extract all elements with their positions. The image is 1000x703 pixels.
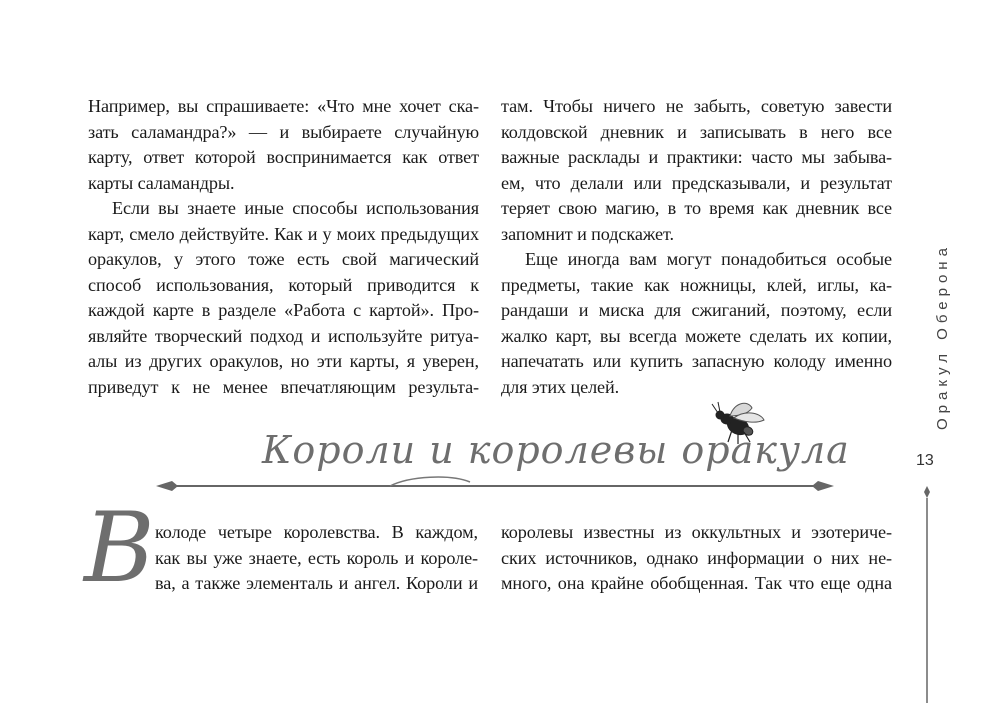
text-line: для этих целей.	[501, 376, 620, 397]
text-column-top-right	[501, 94, 892, 400]
text-line: ских источников, однако информации о них не-	[501, 547, 892, 568]
text-line: способ использования, который приводится к	[88, 274, 479, 295]
text-line: Например, вы спрашиваете: «Что мне хочет ска-	[88, 96, 479, 116]
text-line: предметы, такие как ножницы, клей, иглы, ка-	[501, 274, 892, 295]
text-line: королевы известны из оккультных и эзотериче-	[501, 522, 892, 542]
text-line: напечатать или купить запасную колоду именно	[501, 351, 892, 371]
divider-ornament-icon	[150, 476, 840, 496]
drop-cap: В	[84, 492, 155, 604]
text-column-bottom-left	[155, 520, 478, 597]
text-line: теряет свою магию, в то время как дневник все	[501, 198, 892, 218]
running-title: Оракул Оберона	[934, 243, 951, 430]
sidebar-rule	[920, 484, 934, 703]
text-line: ем, что делали или предсказывали, и результат	[501, 172, 892, 193]
text-line: карт, смело действуйте. Как и у моих предыдущих	[88, 223, 479, 244]
text-line: важные расклады и практики: часто мы забыва-	[501, 147, 892, 167]
text-column-bottom-right	[501, 520, 892, 597]
text-line: колдовской дневник и записывать в него все	[501, 121, 892, 142]
text-line: как вы уже знаете, есть король и короле-	[155, 547, 478, 568]
text-column-top-left	[88, 94, 479, 400]
text-line: рандаши и миска для сжиганий, поэтому, если	[501, 300, 892, 320]
text-line: ва, а также элементаль и ангел. Короли и	[155, 573, 478, 593]
text-line: являйте творческий подход и используйте ритуа-	[88, 325, 479, 346]
text-line: там. Чтобы ничего не забыть, советую завести	[501, 96, 892, 116]
text-line: Еще иногда вам могут понадобиться особые	[525, 249, 892, 269]
text-line: много, она крайне обобщенная. Так что еще одна	[501, 573, 892, 593]
text-line: карту, ответ которой воспринимается как ответ	[88, 147, 479, 167]
text-line: жалко карт, вы всегда можете сделать их копии,	[501, 325, 892, 346]
text-line: приведут к не менее впечатляющим результа-	[88, 376, 479, 397]
text-line: зать саламандра?» — и выбираете случайную	[88, 121, 479, 142]
text-line: алы из других оракулов, но эти карты, я уверен,	[88, 351, 479, 371]
section-heading: Короли и королевы оракула	[262, 428, 850, 472]
text-line: карты саламандры.	[88, 172, 235, 193]
text-line: колоде четыре королевства. В каждом,	[155, 522, 478, 542]
text-line: оракулов, у этого тоже есть свой магический	[88, 249, 479, 269]
page-number: 13	[916, 452, 934, 469]
text-line: Если вы знаете иные способы использования	[112, 198, 479, 218]
text-line: запомнит и подскажет.	[501, 223, 674, 244]
text-line: каждой карте в разделе «Работа с картой». Про-	[88, 300, 479, 320]
